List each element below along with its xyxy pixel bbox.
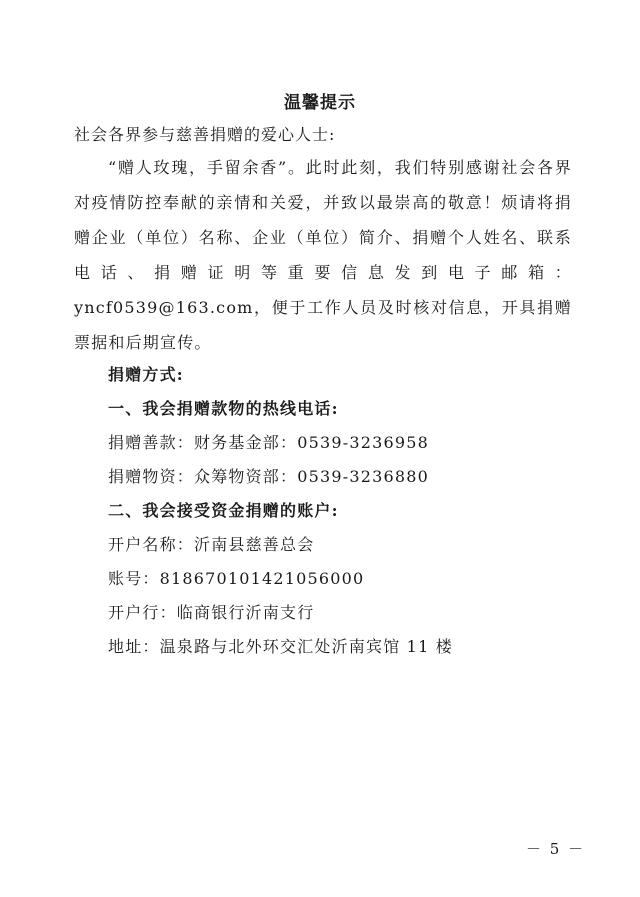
donation-methods	[108, 358, 578, 664]
body-paragraph: “赠人玫瑰，手留余香”。此时此刻，我们特别感谢社会各界对疫情防控奉献的亲情和关爱，并致以最崇高的敬意！烦请将捐赠企业（单位）名称、企业（单位）简介、捐赠个人姓名、联系电话、捐赠证明等重要信息发到电子邮箱：yncf0539@163.com，便于工作人员及时核对信息，开具捐赠票据和后期宣传。	[74, 158, 572, 352]
page-number: － 5 －	[526, 840, 586, 858]
account-name: 开户名称：沂南县慈善总会	[108, 535, 315, 554]
goods-hotline: 捐赠物资：众筹物资部：0539-3236880	[108, 467, 429, 486]
bank-name: 开户行：临商银行沂南支行	[108, 603, 315, 622]
cash-hotline: 捐赠善款：财务基金部：0539-3236958	[108, 433, 429, 452]
salutation: 社会各界参与慈善捐赠的爱心人士:	[74, 125, 336, 144]
page-title: 温馨提示	[284, 93, 356, 113]
account-number: 账号：818670101421056000	[108, 569, 365, 588]
methods-heading: 捐赠方式:	[108, 365, 184, 384]
address: 地址：温泉路与北外环交汇处沂南宾馆 11 楼	[108, 637, 453, 656]
account-heading: 二、我会接受资金捐赠的账户:	[108, 501, 339, 520]
hotline-heading: 一、我会捐赠款物的热线电话:	[108, 399, 339, 418]
